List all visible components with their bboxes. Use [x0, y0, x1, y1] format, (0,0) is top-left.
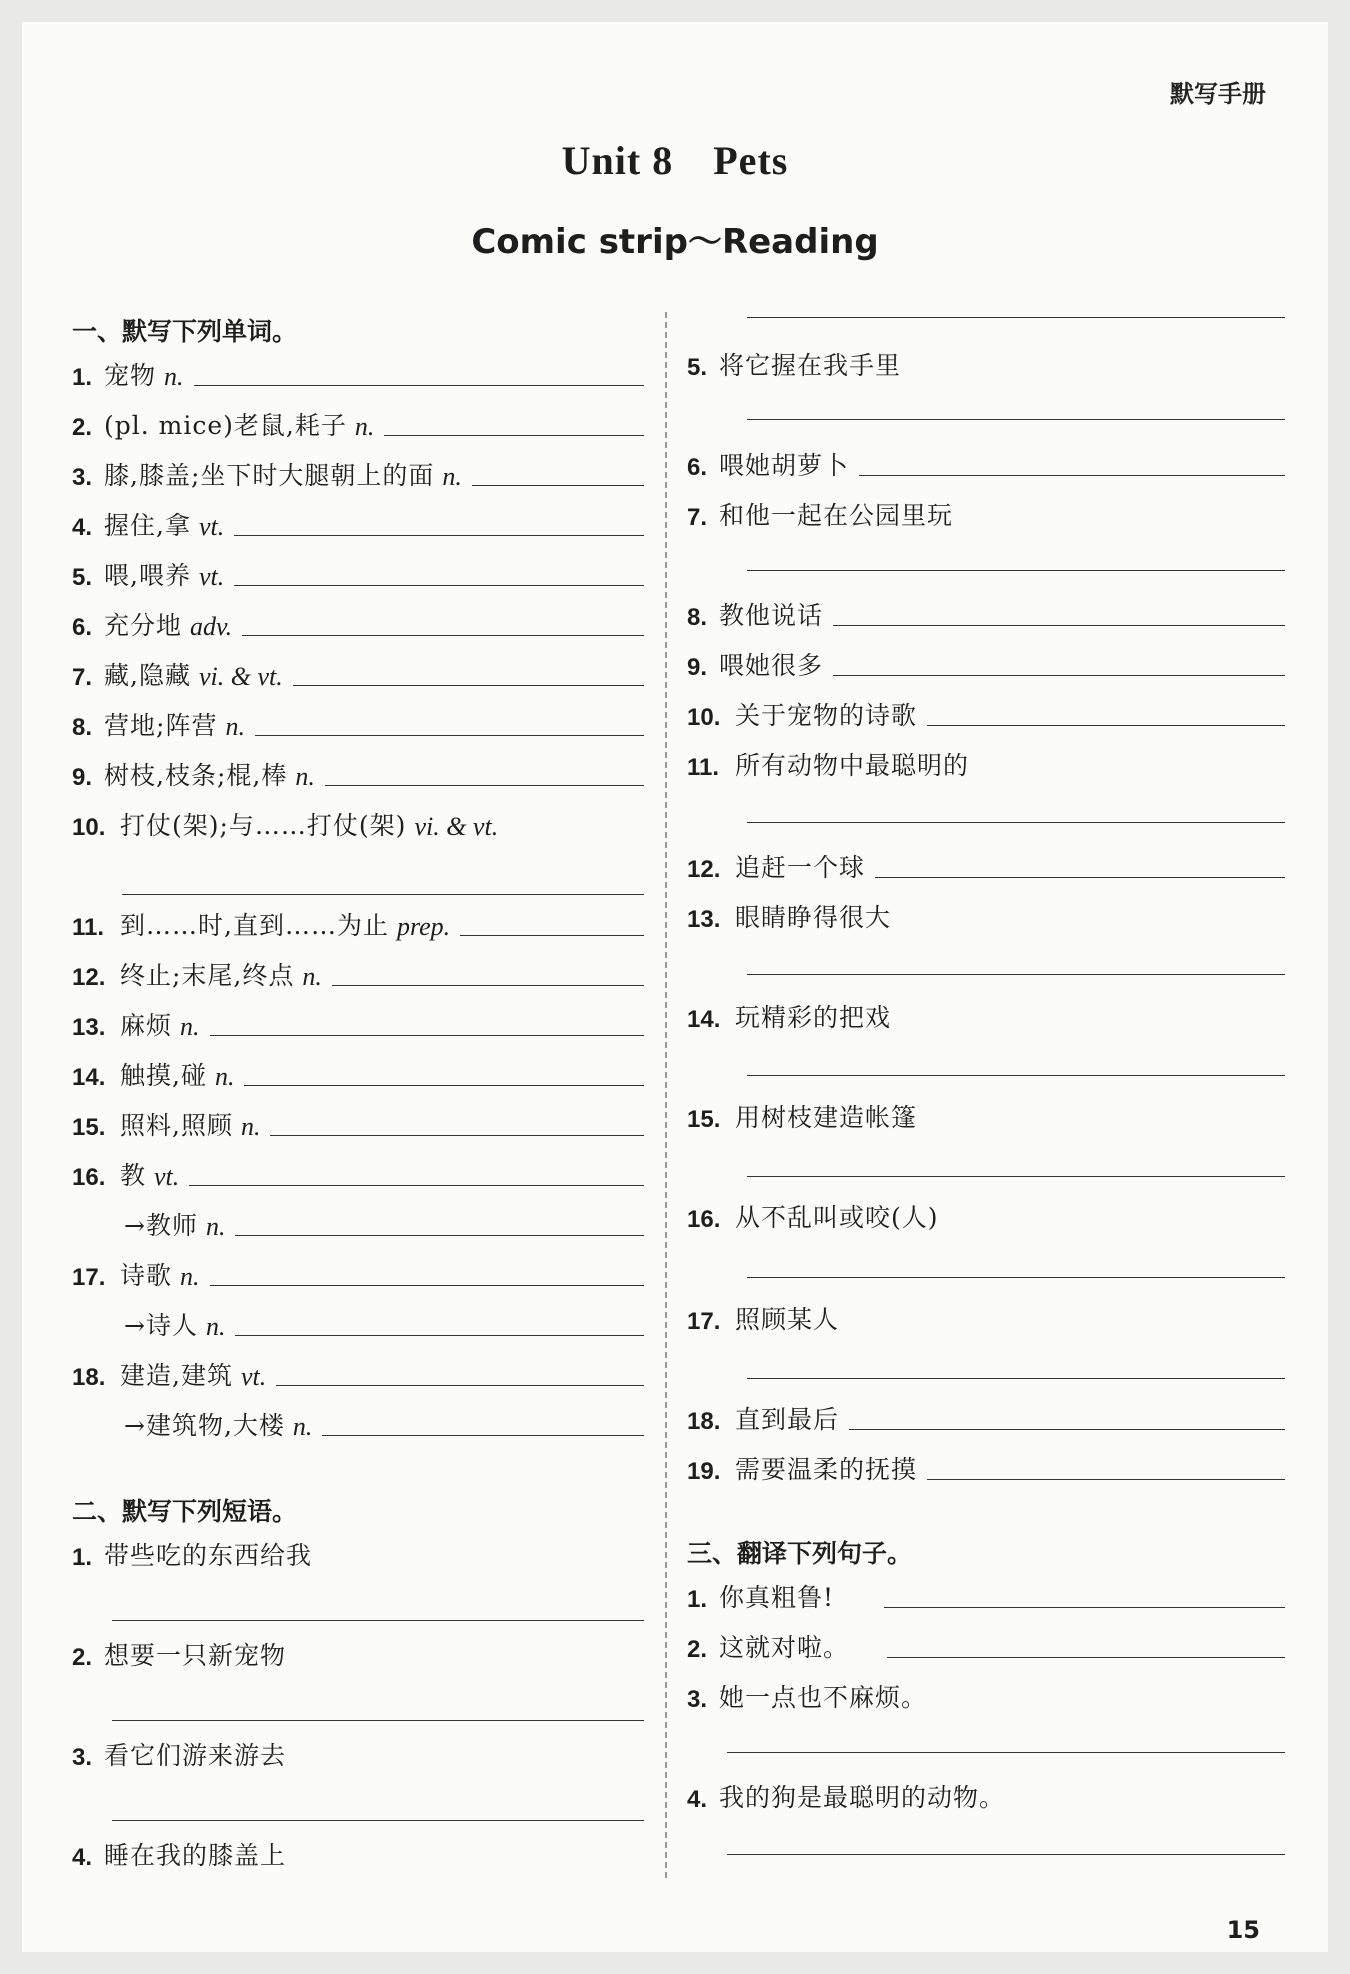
- item-number: 14.: [687, 1006, 721, 1033]
- answer-blank[interactable]: [887, 1657, 1285, 1658]
- item-prompt: →诗人: [124, 1311, 198, 1340]
- part-of-speech: n.: [180, 1012, 200, 1041]
- phrase-item: [72, 1832, 644, 1872]
- answer-blank[interactable]: [884, 1607, 1285, 1608]
- item-number: 16.: [72, 1164, 106, 1191]
- phrase-item: [687, 1296, 1285, 1336]
- item-prompt: 打仗(架);与……打仗(架): [120, 811, 407, 840]
- phrase-item: [687, 742, 1285, 782]
- item-prompt: 充分地: [104, 611, 183, 640]
- item-number: 8.: [687, 604, 708, 631]
- item-prompt: 睡在我的膝盖上: [104, 1841, 287, 1870]
- phrase-item: [687, 642, 1285, 682]
- item-number: 15.: [72, 1114, 106, 1141]
- word-item: [72, 1152, 644, 1192]
- part-of-speech: n.: [180, 1262, 200, 1291]
- item-number: 19.: [687, 1458, 721, 1485]
- item-number: 4.: [687, 1786, 708, 1813]
- item-number: 3.: [72, 464, 93, 491]
- item-prompt: 我的狗是最聪明的动物。: [719, 1783, 1006, 1812]
- phrase-item: [72, 1732, 644, 1772]
- item-number: 18.: [72, 1364, 106, 1391]
- item-prompt: 膝,膝盖;坐下时大腿朝上的面: [104, 461, 435, 490]
- lesson-subtitle: Comic strip～Reading: [471, 222, 879, 262]
- answer-blank[interactable]: [747, 1378, 1285, 1379]
- part-of-speech: n.: [240, 1112, 261, 1141]
- item-number: 15.: [687, 1106, 721, 1133]
- answer-blank[interactable]: [460, 935, 644, 936]
- item-number: 1.: [72, 364, 93, 391]
- answer-blank[interactable]: [747, 1075, 1285, 1076]
- item-number: 10.: [687, 704, 721, 731]
- answer-blank[interactable]: [244, 1085, 644, 1086]
- item-number: 18.: [687, 1408, 721, 1435]
- item-prompt: 将它握在我手里: [719, 351, 902, 380]
- item-number: 2.: [72, 414, 93, 441]
- answer-blank[interactable]: [235, 1235, 644, 1236]
- answer-blank[interactable]: [859, 475, 1285, 476]
- item-prompt: 喂她胡萝卜: [719, 451, 850, 480]
- answer-blank[interactable]: [242, 635, 644, 636]
- item-number: 13.: [72, 1014, 106, 1041]
- answer-blank[interactable]: [747, 1176, 1285, 1177]
- item-number: 17.: [72, 1264, 106, 1291]
- unit-title: [22, 137, 1328, 184]
- item-prompt: 想要一只新宠物: [104, 1641, 287, 1670]
- part-of-speech: n.: [442, 462, 462, 491]
- item-prompt: 麻烦: [120, 1011, 173, 1040]
- item-prompt: 所有动物中最聪明的: [735, 751, 970, 780]
- word-item: [72, 1252, 644, 1292]
- item-prompt: 玩精彩的把戏: [735, 1003, 892, 1032]
- part-of-speech: n.: [164, 362, 184, 391]
- item-number: 3.: [687, 1686, 708, 1713]
- phrase-item: [687, 442, 1285, 482]
- answer-blank[interactable]: [112, 1820, 644, 1821]
- answer-blank[interactable]: [849, 1429, 1285, 1430]
- answer-blank[interactable]: [332, 985, 644, 986]
- handbook-label: 默写手册: [1170, 80, 1266, 108]
- phrase-item: [687, 894, 1285, 934]
- worksheet-page: [22, 22, 1328, 1952]
- item-number: 1.: [72, 1544, 93, 1571]
- item-prompt: 这就对啦。: [719, 1633, 850, 1662]
- item-prompt: 带些吃的东西给我: [104, 1541, 313, 1570]
- answer-blank[interactable]: [322, 1435, 644, 1436]
- phrase-item: [687, 1194, 1285, 1234]
- word-item: [72, 1352, 644, 1392]
- word-item: [72, 1002, 644, 1042]
- answer-blank[interactable]: [833, 625, 1285, 626]
- section1-title: 一、默写下列单词。: [72, 317, 298, 346]
- item-prompt: 直到最后: [735, 1405, 840, 1434]
- phrase-item: [687, 1094, 1285, 1134]
- item-prompt: 关于宠物的诗歌: [735, 701, 918, 730]
- part-of-speech: n.: [295, 762, 315, 791]
- item-prompt: 建造,建筑: [120, 1361, 233, 1390]
- item-prompt: 诗歌: [120, 1261, 173, 1290]
- item-prompt: 看它们游来游去: [104, 1741, 287, 1770]
- answer-blank[interactable]: [112, 1620, 644, 1621]
- phrase-item: [687, 994, 1285, 1034]
- answer-blank[interactable]: [270, 1135, 644, 1136]
- word-item: [72, 1302, 644, 1342]
- phrase-item: [72, 1532, 644, 1572]
- item-number: 14.: [72, 1064, 106, 1091]
- word-item: [72, 752, 644, 792]
- part-of-speech: n.: [225, 712, 245, 741]
- item-number: 4.: [72, 514, 93, 541]
- unit-label: Unit 8: [561, 138, 674, 183]
- item-prompt: 触摸,碰: [120, 1061, 207, 1090]
- item-number: 17.: [687, 1308, 721, 1335]
- item-prompt: 教他说话: [719, 601, 824, 630]
- part-of-speech: vi. & vt.: [414, 812, 499, 841]
- answer-blank[interactable]: [293, 685, 644, 686]
- item-prompt: 喂,喂养: [104, 561, 191, 590]
- word-item: [72, 1052, 644, 1092]
- item-prompt: 她一点也不麻烦。: [719, 1683, 928, 1712]
- word-item: [72, 652, 644, 692]
- answer-blank[interactable]: [255, 735, 644, 736]
- part-of-speech: n.: [214, 1062, 235, 1091]
- part-of-speech: vt.: [198, 562, 225, 591]
- item-number: 8.: [72, 714, 93, 741]
- item-number: 12.: [72, 964, 106, 991]
- item-prompt: 终止;末尾,终点: [120, 961, 295, 990]
- item-prompt: 和他一起在公园里玩: [719, 501, 954, 530]
- item-prompt: 教: [120, 1161, 147, 1190]
- sentence-item: [687, 1774, 1285, 1814]
- item-number: 9.: [72, 764, 93, 791]
- answer-blank[interactable]: [235, 1335, 644, 1336]
- item-number: 9.: [687, 654, 708, 681]
- answer-blank[interactable]: [747, 1277, 1285, 1278]
- word-item: [72, 1202, 644, 1242]
- item-number: 7.: [687, 504, 708, 531]
- item-prompt: 眼睛睁得很大: [735, 903, 892, 932]
- sentence-item: [687, 1574, 1285, 1614]
- answer-blank[interactable]: [112, 1720, 644, 1721]
- answer-blank[interactable]: [747, 822, 1285, 823]
- part-of-speech: n.: [205, 1212, 226, 1241]
- column-divider: [665, 312, 667, 1878]
- word-item: [72, 402, 644, 442]
- phrase-item: [687, 592, 1285, 632]
- answer-blank[interactable]: [234, 535, 644, 536]
- word-item: [72, 802, 644, 842]
- item-number: 5.: [687, 354, 708, 381]
- item-number: 2.: [72, 1644, 93, 1671]
- word-item: [72, 352, 644, 392]
- sentence-item: [687, 1674, 1285, 1714]
- item-prompt: 照顾某人: [735, 1305, 840, 1334]
- item-number: 11.: [687, 754, 720, 781]
- item-prompt: 喂她很多: [719, 651, 824, 680]
- item-number: 16.: [687, 1206, 721, 1233]
- section2-title: 二、默写下列短语。: [72, 1497, 298, 1526]
- item-prompt: 藏,隐藏: [104, 661, 191, 690]
- word-item: [72, 702, 644, 742]
- word-item: [72, 902, 644, 942]
- item-prompt: (pl. mice)老鼠,耗子: [104, 411, 347, 440]
- answer-blank[interactable]: [727, 1854, 1285, 1855]
- item-prompt: 用树枝建造帐篷: [735, 1103, 918, 1132]
- word-item: [72, 552, 644, 592]
- part-of-speech: prep.: [396, 912, 451, 941]
- phrase-item: [687, 1446, 1285, 1486]
- phrase-item: [687, 342, 1285, 382]
- part-of-speech: n.: [205, 1312, 226, 1341]
- answer-blank[interactable]: [325, 785, 644, 786]
- part-of-speech: vt.: [154, 1162, 180, 1191]
- item-number: 2.: [687, 1636, 708, 1663]
- item-prompt: →教师: [124, 1211, 198, 1240]
- word-item: [72, 952, 644, 992]
- item-prompt: 你真粗鲁!: [719, 1583, 835, 1612]
- word-item: [72, 602, 644, 642]
- item-prompt: →建筑物,大楼: [124, 1411, 285, 1440]
- item-number: 6.: [72, 614, 93, 641]
- answer-blank[interactable]: [189, 1185, 644, 1186]
- item-number: 3.: [72, 1744, 93, 1771]
- phrase-item: [72, 1632, 644, 1672]
- item-number: 7.: [72, 664, 93, 691]
- part-of-speech: n.: [354, 412, 375, 441]
- item-number: 13.: [687, 906, 721, 933]
- answer-blank[interactable]: [927, 725, 1285, 726]
- word-item: [72, 1402, 644, 1442]
- answer-blank[interactable]: [384, 435, 644, 436]
- answer-blank[interactable]: [747, 317, 1285, 318]
- unit-name: Pets: [713, 138, 789, 183]
- item-prompt: 宠物: [104, 361, 157, 390]
- part-of-speech: vi. & vt.: [198, 662, 283, 691]
- phrase-item: [687, 844, 1285, 884]
- item-number: 12.: [687, 856, 721, 883]
- item-number: 11.: [72, 914, 105, 941]
- answer-blank[interactable]: [122, 894, 644, 895]
- answer-blank[interactable]: [194, 385, 644, 386]
- part-of-speech: adv.: [190, 612, 233, 641]
- item-number: 10.: [72, 814, 106, 841]
- item-number: 5.: [72, 564, 93, 591]
- answer-blank[interactable]: [210, 1285, 644, 1286]
- part-of-speech: vt.: [240, 1362, 267, 1391]
- item-prompt: 树枝,枝条;棍,棒: [104, 761, 288, 790]
- answer-blank[interactable]: [875, 877, 1285, 878]
- section3-title: 三、翻译下列句子。: [687, 1539, 913, 1568]
- answer-blank[interactable]: [234, 585, 644, 586]
- item-number: 1.: [687, 1586, 708, 1613]
- word-item: [72, 1102, 644, 1142]
- item-prompt: 到……时,直到……为止: [120, 911, 389, 940]
- part-of-speech: n.: [302, 962, 322, 991]
- item-prompt: 握住,拿: [104, 511, 191, 540]
- word-item: [72, 452, 644, 492]
- answer-blank[interactable]: [747, 419, 1285, 420]
- phrase-item: [687, 492, 1285, 532]
- sentence-item: [687, 1624, 1285, 1664]
- answer-blank[interactable]: [747, 974, 1285, 975]
- item-prompt: 需要温柔的抚摸: [735, 1455, 918, 1484]
- item-prompt: 照料,照顾: [120, 1111, 233, 1140]
- part-of-speech: vt.: [198, 512, 225, 541]
- part-of-speech: n.: [292, 1412, 313, 1441]
- page-number: 15: [1226, 1916, 1260, 1944]
- answer-blank[interactable]: [927, 1479, 1285, 1480]
- answer-blank[interactable]: [833, 675, 1285, 676]
- item-prompt: 从不乱叫或咬(人): [735, 1203, 939, 1232]
- phrase-item: [687, 1396, 1285, 1436]
- answer-blank[interactable]: [276, 1385, 644, 1386]
- item-prompt: 追赶一个球: [735, 853, 866, 882]
- answer-blank[interactable]: [210, 1035, 644, 1036]
- item-number: 4.: [72, 1844, 93, 1871]
- answer-blank[interactable]: [727, 1752, 1285, 1753]
- phrase-item: [687, 692, 1285, 732]
- word-item: [72, 502, 644, 542]
- item-number: 6.: [687, 454, 708, 481]
- answer-blank[interactable]: [472, 485, 644, 486]
- item-prompt: 营地;阵营: [104, 711, 218, 740]
- answer-blank[interactable]: [747, 570, 1285, 571]
